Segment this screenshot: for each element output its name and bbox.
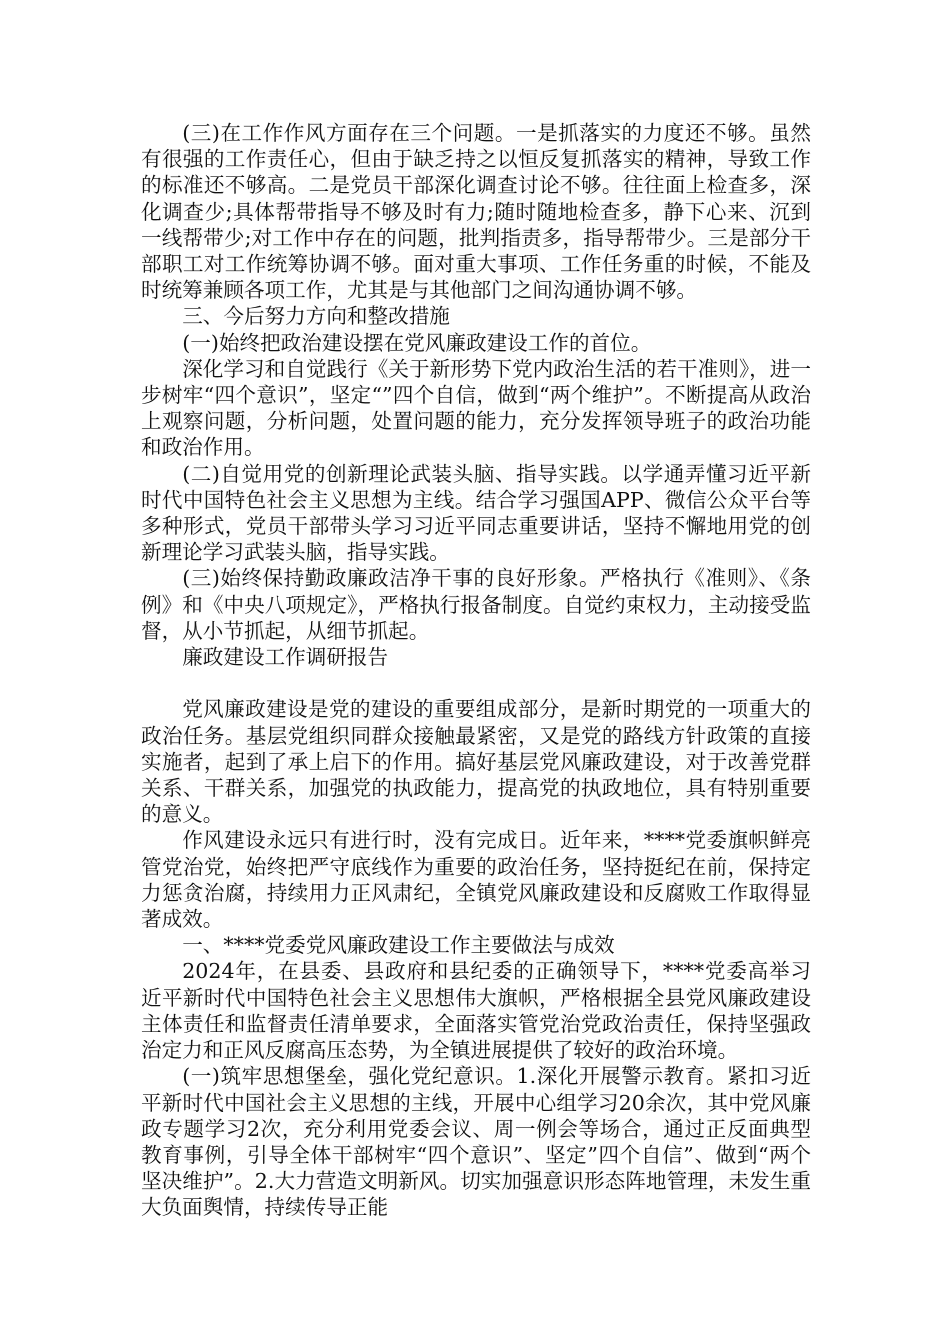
paragraph-2024-leadership: 2024年，在县委、县政府和县纪委的正确领导下，****党委高举习近平新时代中国特色社会主义思想伟大旗帜，严格根据全县党风廉政建设主体责任和监督责任清单要求，全面落实管党治党政治责任，保持坚强政治定力和正风反腐高压态势，为全镇进展提供了较好的政治环境。: [141, 959, 811, 1063]
section-heading-future-direction: 三、今后努力方向和整改措施: [182, 304, 450, 329]
report-title: 廉政建设工作调研报告: [182, 645, 389, 670]
paragraph-diligent-clean-image: (三)始终保持勤政廉政洁净干事的良好形象。严格执行《准则》、《条例》和《中央八项规定》，严格执行报备制度。自觉约束权力，主动接受监督，从小节抓起，从细节抓起。: [141, 566, 811, 643]
paragraph-ideological-fortress: (一)筑牢思想堡垒，强化党纪意识。1.深化开展警示教育。紧扣习近平新时代中国社会主义思想的主线，开展中心组学习20余次，其中党风廉政专题学习2次，充分利用党委会议、周一例会等场合，通过正反面典型教育事例，引导全体干部树牢“四个意识”、坚定”四个自信”、做到“两个坚决维护”。2.大力营造文明新风。切实加强意识形态阵地管理，未发生重大负面舆情，持续传导正能: [141, 1064, 811, 1220]
paragraph-work-style-problems: (三)在工作作风方面存在三个问题。一是抓落实的力度还不够。虽然有很强的工作责任心，但由于缺乏持之以恒反复抓落实的精神，导致工作的标准还不够高。二是党员干部深化调查讨论不够。往往面上检查多，深化调查少;具体帮带指导不够及时有力;随时随地检查多，静下心来、沉到一线帮带少;对工作中存在的问题，批判指责多，指导帮带少。三是部分干部职工对工作统筹协调不够。面对重大事项、工作任务重的时候，不能及时统筹兼顾各项工作，尤其是与其他部门之间沟通协调不够。: [141, 121, 811, 303]
paragraph-deepen-study: 深化学习和自觉践行《关于新形势下党内政治生活的若干准则》，进一步树牢“四个意识”，坚定“”四个自信，做到“两个维护”。不断提高从政治上观察问题，分析问题，处置问题的能力，充分发挥领导班子的政治功能和政治作用。: [141, 356, 811, 460]
blank-line: [141, 670, 811, 696]
document-page: [141, 120, 811, 1221]
section-heading-main-practices: 一、****党委党风廉政建设工作主要做法与成效: [182, 933, 615, 958]
subheading-political-construction: (一)始终把政治建设摆在党风廉政建设工作的首位。: [182, 330, 652, 355]
paragraph-innovation-theory: (二)自觉用党的创新理论武装头脑、指导实践。以学通弄懂习近平新时代中国特色社会主义思想为主线。结合学习强国APP、微信公众平台等多种形式，党员干部带头学习习近平同志重要讲话，坚持不懈地用党的创新理论学习武装头脑，指导实践。: [141, 461, 811, 565]
paragraph-work-style-ongoing: 作风建设永远只有进行时，没有完成日。近年来，****党委旗帜鲜亮管党治党，始终把严守底线作为重要的政治任务，坚持挺纪在前，保持定力惩贪治腐，持续用力正风肃纪，全镇党风廉政建设和反腐败工作取得显著成效。: [141, 828, 811, 932]
paragraph-party-conduct-importance: 党风廉政建设是党的建设的重要组成部分，是新时期党的一项重大的政治任务。基层党组织同群众接触最紧密，又是党的路线方针政策的直接实施者，起到了承上启下的作用。搞好基层党风廉政建设，对于改善党群关系、干群关系，加强党的执政能力，提高党的执政地位，具有特别重要的意义。: [141, 697, 811, 827]
